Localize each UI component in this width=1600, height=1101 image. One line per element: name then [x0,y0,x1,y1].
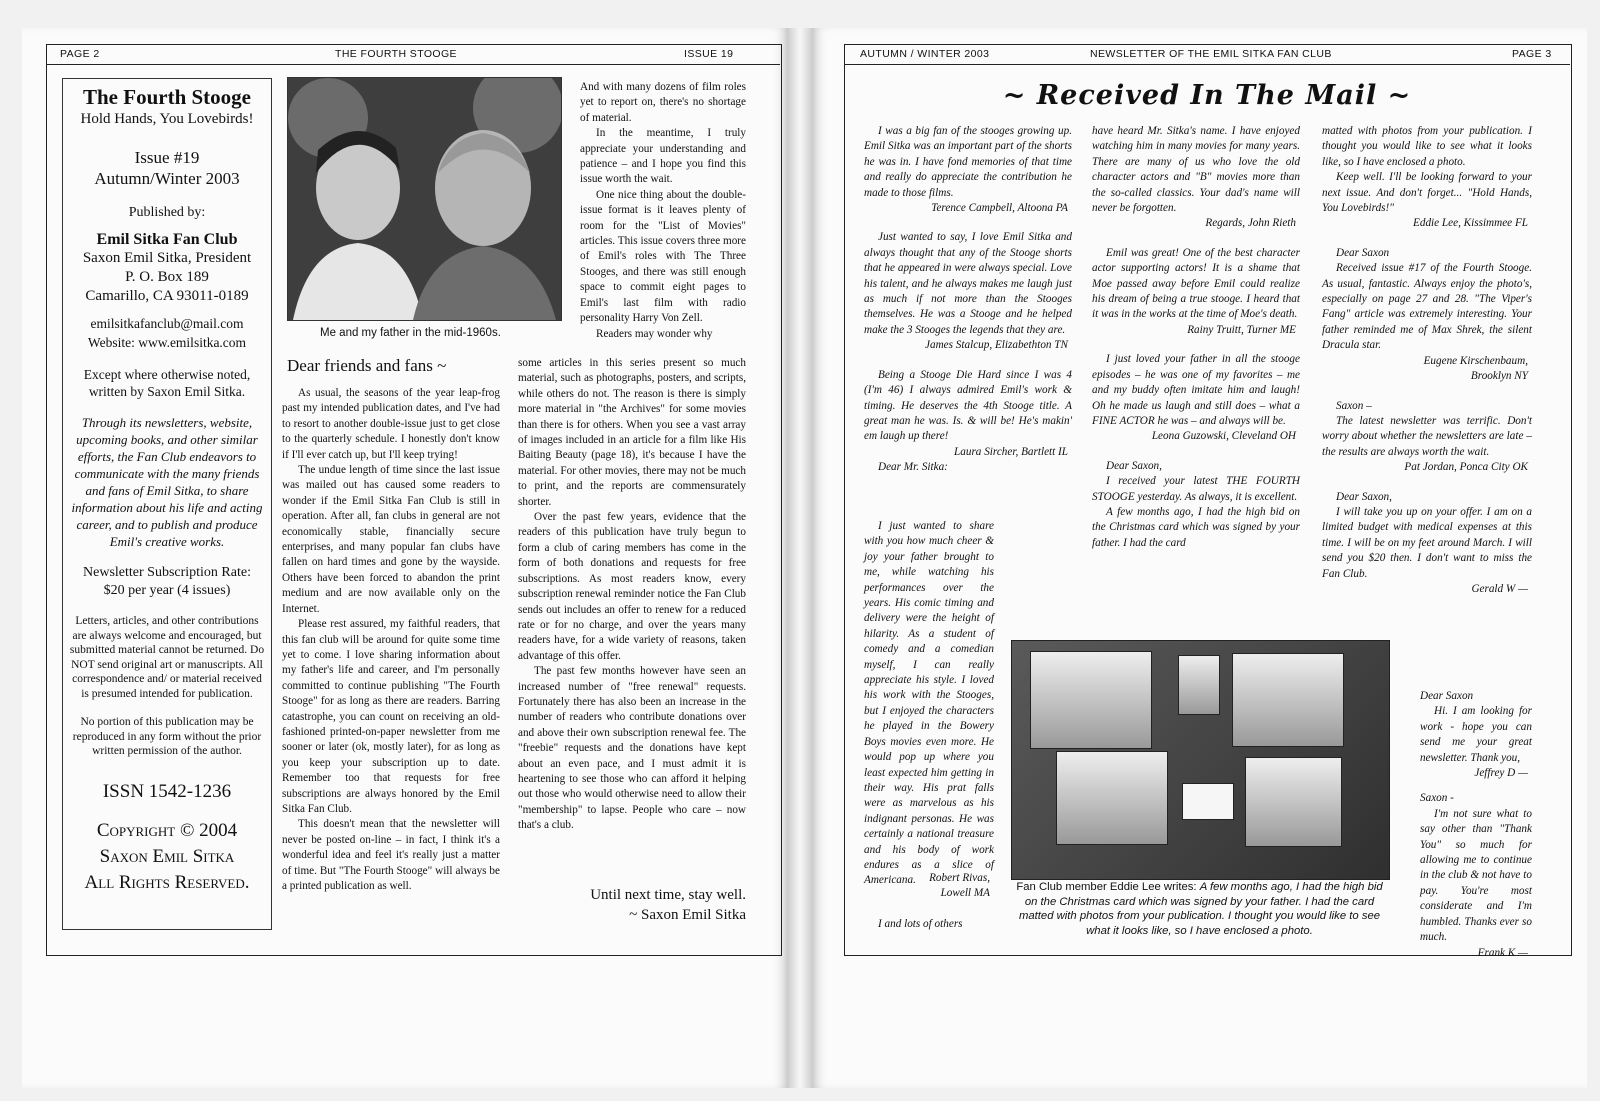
poster-thumbnail [1030,651,1152,749]
photo-thumbnail [1232,653,1344,747]
poster-thumbnail [1056,751,1168,845]
masthead-subtitle: Hold Hands, You Lovebirds! [80,111,254,127]
letter-text: matted with photos from your publication. I thought you would like to see what it looks like, so I have enclosed a photo. [1322,125,1532,168]
letter-signature: Eugene Kirschenbaum, [1423,354,1528,367]
issn: ISSN 1542-1236 [102,780,232,802]
header-publication-title: THE FOURTH STOOGE [335,48,457,60]
masthead-issue: Issue #19 [134,148,200,167]
caption-lead: Fan Club member Eddie Lee writes: [1016,881,1200,893]
letter-text: I just loved your father in all the stooge episodes – he was one of my favorites – me and my buddy often imitate him and laugh! Oh he made us laugh and still does – what a FINE ACTOR he was – and always will be. [1092,353,1300,427]
club-website: Website: www.emilsitka.com [87,335,247,350]
letter-text: Keep well. I'll be looking forward to your next issue. And don't forget... "Hold Hands, You Lovebirds!" [1322,171,1532,215]
paragraph: This doesn't mean that the newsletter will never be posted on-line – in fact, I think it's a wonderful idea and feel it's really just a matter of time. But "The Fourth Stooge" will always be a printed publication as well. [282,818,500,892]
poster-thumbnail [1245,757,1342,847]
letter-signature: Jeffrey D — [1474,767,1528,780]
letter-column-2-top [580,80,746,342]
mail-column-1-signature [864,871,994,902]
christmas-card [1182,783,1234,820]
paragraph: Readers may wonder why [596,327,713,340]
letter-text: Received issue #17 of the Fourth Stooge. As usual, fantastic. Always enjoy the photo's, especially on page 27 and 28. "The Viper's Fang" article was extremely interesting. Your father reminded me of Max Shrek, the silent Dracula star. [1322,262,1532,352]
closing [518,885,746,925]
matted-christmas-card-photo [1011,640,1390,880]
letter-text: A few months ago, I had the high bid on the Christmas card which was signed by your father. I had the card [1092,505,1300,549]
letter-greeting: Dear Mr. Sitka: [878,461,948,474]
club-email: emilsitkafanclub@mail.com [90,316,244,331]
header-page-number: PAGE 3 [1512,48,1552,60]
paragraph: One nice thing about the double-issue format is it leaves plenty of room for the "List of Movies" articles. This issue covers three more of Emil's roles with The Three Stooges, and there was still enough space to commit eight pages to Emil's last film with radio personality Harry Von Zell. [580,188,746,325]
letter-signature: Brooklyn NY [1470,370,1528,383]
mail-column-1 [864,124,1072,476]
masthead-box [62,78,272,930]
paragraph: And with many dozens of film roles yet to report on, there's no shortage of material. [580,81,746,124]
mail-column-2 [1092,124,1300,551]
paragraph: Over the past few years, evidence that the readers of this publication have truly begun to form a club of caring members has come in the form of both donations and requests for free subscriptions. As most readers know, every subscription renewal reminder notice the Fan Club sends out includes an offer to renew for a reduced rate or for no charge, and over the years many readers have, for a wide variety of reasons, taken advantage of this offer. [518,511,746,662]
mission-statement: Through its newsletters, website, upcoming books, and other similar efforts, the Fan Club endeavors to communicate with the many friends and fans of Emil Sitka, to share information about his life and acting career, and to publish and produce Emil's creative works. [71,415,263,549]
letter-text: The latest newsletter was terrific. Don't worry about whether the newsletters are late – the results are always worth the wait. [1322,414,1532,458]
letter-signature: Gerald W — [1471,582,1528,595]
letter-text: I just wanted to share with you how much cheer & joy your father brought to me, while watching his performances over the years. His comic timing and delivery were the height of hilarity. As a student of comedy and a comedian myself, I can really appreciate his style. I loved his work with the Stooges, but I enjoyed the characters he played in the Bowery Boys movies even more. He would pop up where you least expected him getting in their way. His prat falls were as marvelous as his indignant personas. He was certainly a national treasure and his body of work endures as a slice of Americana. [864,520,994,887]
club-name: Emil Sitka Fan Club [96,231,238,248]
page-gutter [788,28,812,1088]
mail-column-3 [1322,124,1532,597]
copyright-line-1: Copyright © 2004 [96,819,238,841]
letter-text: I will take you up on your offer. I am on a limited budget with medical expenses at this time. I will be on my feet around March. I will send you $20 then. I don't want to miss the Fan Club. [1322,505,1532,580]
letter-signature: Lowell MA [940,887,990,900]
copyright-line-2: Saxon Emil Sitka [99,845,235,867]
reproduction-note: No portion of this publication may be reproduced in any form without the prior written permission of the author. [72,716,262,757]
letter-greeting: Dear Saxon [1420,690,1474,702]
paragraph: Please rest assured, my faithful readers, that this fan club will be around for quite some time yet to come. I love sharing information about my father's life and career, and I'm personally committed to continue publishing "The Fourth Stooge" for as long as there are readers. Barring catastrophe, you can count on receiving an old-fashioned printed-on-paper newsletter from me sooner or later (ok, mostly later), for as long as you keep your subscription up to date. Remember too that requests for free subscriptions are always honored by the Emil Sitka Fan Club. [282,618,500,815]
masthead-title: The Fourth Stooge [83,85,251,109]
photo-caption: Me and my father in the mid-1960s. [320,327,501,339]
letter-text: have heard Mr. Sitka's name. I have enjoyed watching him in many movies for many years. There are many of us who love the old character actors and "B" movies more than the so-called classics. Your dad's name will never be forgotten. [1092,125,1300,215]
letter-greeting: Dear Saxon, [1106,459,1162,472]
paragraph: As usual, the seasons of the year leap-frog past my intended publication dates, and I've had to resort to another double-issue just to get close to the quarterly schedule. I honestly don't know if I'll ever catch up, but I'll keep trying! [282,387,500,461]
paragraph: some articles in this series present so much material, such as photographs, posters, and scripts, while others do not. The reason is there is simply more material in "the Archives" for some movies than there is for others. When you see a vast array of images included in an article for a film like His Baiting Beauty (page 18), it's because I have the material. For other movies, there may not be much to print, and the reports are commensurately shorter. [518,357,746,508]
letter-column-1 [282,386,500,894]
letter-signature: Frank K — [1477,946,1528,959]
letter-signature: James Stalcup, Elizabethton TN [925,339,1068,352]
photo-thumbnail [1178,655,1220,715]
header-rule [46,64,780,65]
copyright-line-3: All Rights Reserved. [84,871,250,893]
photo-illustration [288,78,561,320]
header-issue: ISSUE 19 [684,48,734,60]
subscription-label: Newsletter Subscription Rate: [83,565,251,580]
header-season: AUTUMN / WINTER 2003 [860,48,990,60]
header-newsletter-name: NEWSLETTER OF THE EMIL SITKA FAN CLUB [1090,48,1332,60]
letter-text: I'm not sure what to say other than "Thank You" so much for allowing me to continue in the club & not have to pay. You're most considerate and I'm humbled. Thanks ever so much. [1420,807,1532,944]
published-by-label: Published by: [128,205,206,220]
mail-photo-caption [1011,880,1388,938]
letter-greeting: Dear Saxon [1336,246,1390,259]
letter-signature: Rainy Truitt, Turner ME [1187,323,1296,336]
letter-signature: Eddie Lee, Kissimmee FL [1413,217,1528,230]
letter-text: I received your latest THE FOURTH STOOGE yesterday. As always, it is excellent. [1092,475,1300,503]
header-page-number: PAGE 2 [60,48,100,60]
letter-greeting: Dear Saxon, [1336,490,1392,503]
father-son-photo [287,77,562,321]
paragraph: The undue length of time since the last issue was mailed out has caused some readers to wonder if the Emil Sitka Fan Club is still in operation. After all, fan clubs in general are not economically stable, financially secure enterprises, and many popular fan clubs have fallen on hard times and gone by the wayside. Others have been forced to abandon the print medium and are now available only on the Internet. [282,464,500,615]
mail-column-3-lower [1420,689,1532,961]
letter-text: Just wanted to say, I love Emil Sitka and always thought that any of the Stooge shorts that he appeared in were always special. Love his talent, and he always makes me laugh just as much if not more than the Stooges themselves. He was a Stooge and he helped make the 3 Stooges the legends that they are. [864,231,1072,336]
masthead-season: Autumn/Winter 2003 [94,169,240,188]
letter-greeting: Saxon - [1420,792,1454,805]
written-by-note: Except where otherwise noted, written by Saxon Emil Sitka. [83,367,251,399]
letter-signature: Leona Guzowski, Cleveland OH [1151,430,1296,443]
letter-text: Hi. I am looking for work - hope you can send me your great newsletter. Thank you, [1420,705,1532,764]
club-president: Saxon Emil Sitka, President [82,250,252,266]
closing-line: Until next time, stay well. [590,887,746,903]
contributions-note: Letters, articles, and other contributions are always welcome and encouraged, but submitted material cannot be returned. Do NOT send original art or manuscripts. All correspondence and/ or material received is presumed intended for publication. [69,615,265,700]
letter-signature: Regards, John Rieth [1205,217,1296,230]
letter-column-2-bottom [518,356,746,834]
letter-text: I and lots of others [878,918,963,930]
subscription-rate: $20 per year (4 issues) [103,583,231,598]
received-in-the-mail-title: ~ Received In The Mail ~ [1002,80,1412,111]
header-rule [844,64,1570,65]
letter-text: Being a Stooge Die Hard since I was 4 (I'm 46) I always admired Emil's work & timing. He deserves the 4th Stooge title. A great man he was. Is. & will be! He's makin' em laugh up there! [864,368,1072,443]
letter-signature: Pat Jordan, Ponca City OK [1404,461,1528,474]
mail-column-1-bottom [864,917,1004,932]
club-city: Camarillo, CA 93011-0189 [85,288,249,304]
letter-greeting: Saxon – [1336,399,1372,412]
letter-text: Emil was great! One of the best character actor supporting actors! It is a shame that Moe passed away before Emil could realize his dream of being a true stooge. I heard that it was in the works at the time of Moe's death. [1092,246,1300,321]
letter-text: I was a big fan of the stooges growing up. Emil Sitka was an important part of the shorts he was in. I have fond memories of that time and really do appreciate the contribution he made to those films. [864,125,1072,199]
letter-signature: Robert Rivas, [929,872,990,884]
letter-signature: Laura Sircher, Bartlett IL [954,445,1068,458]
salutation: Dear friends and fans ~ [287,356,447,375]
letter-signature: Terence Campbell, Altoona PA [931,202,1068,215]
club-po-box: P. O. Box 189 [125,269,209,285]
closing-signature: ~ Saxon Emil Sitka [629,907,746,923]
caption-quote: A few months ago, I had the high bid on the Christmas card which was signed by your father. I had the card matted with photos from your publication. I thought you would like to see what it looks like, so I have enclosed a photo. [1018,881,1383,937]
paragraph: In the meantime, I truly appreciate your understanding and patience – and I hope you find this issue worth the wait. [580,127,746,186]
paragraph: The past few months however have seen an increased number of "free renewal" requests. Fortunately there has also been an increase in the number of readers who contribute donations over and above their own subscription renewal fee. The "freebie" requests and the donations have kept about an even pace, and I must admit it is heartening to see those who can afford it helping out those who would otherwise need to allow their "membership" to lapse. People who care – now that's a club. [518,665,746,832]
